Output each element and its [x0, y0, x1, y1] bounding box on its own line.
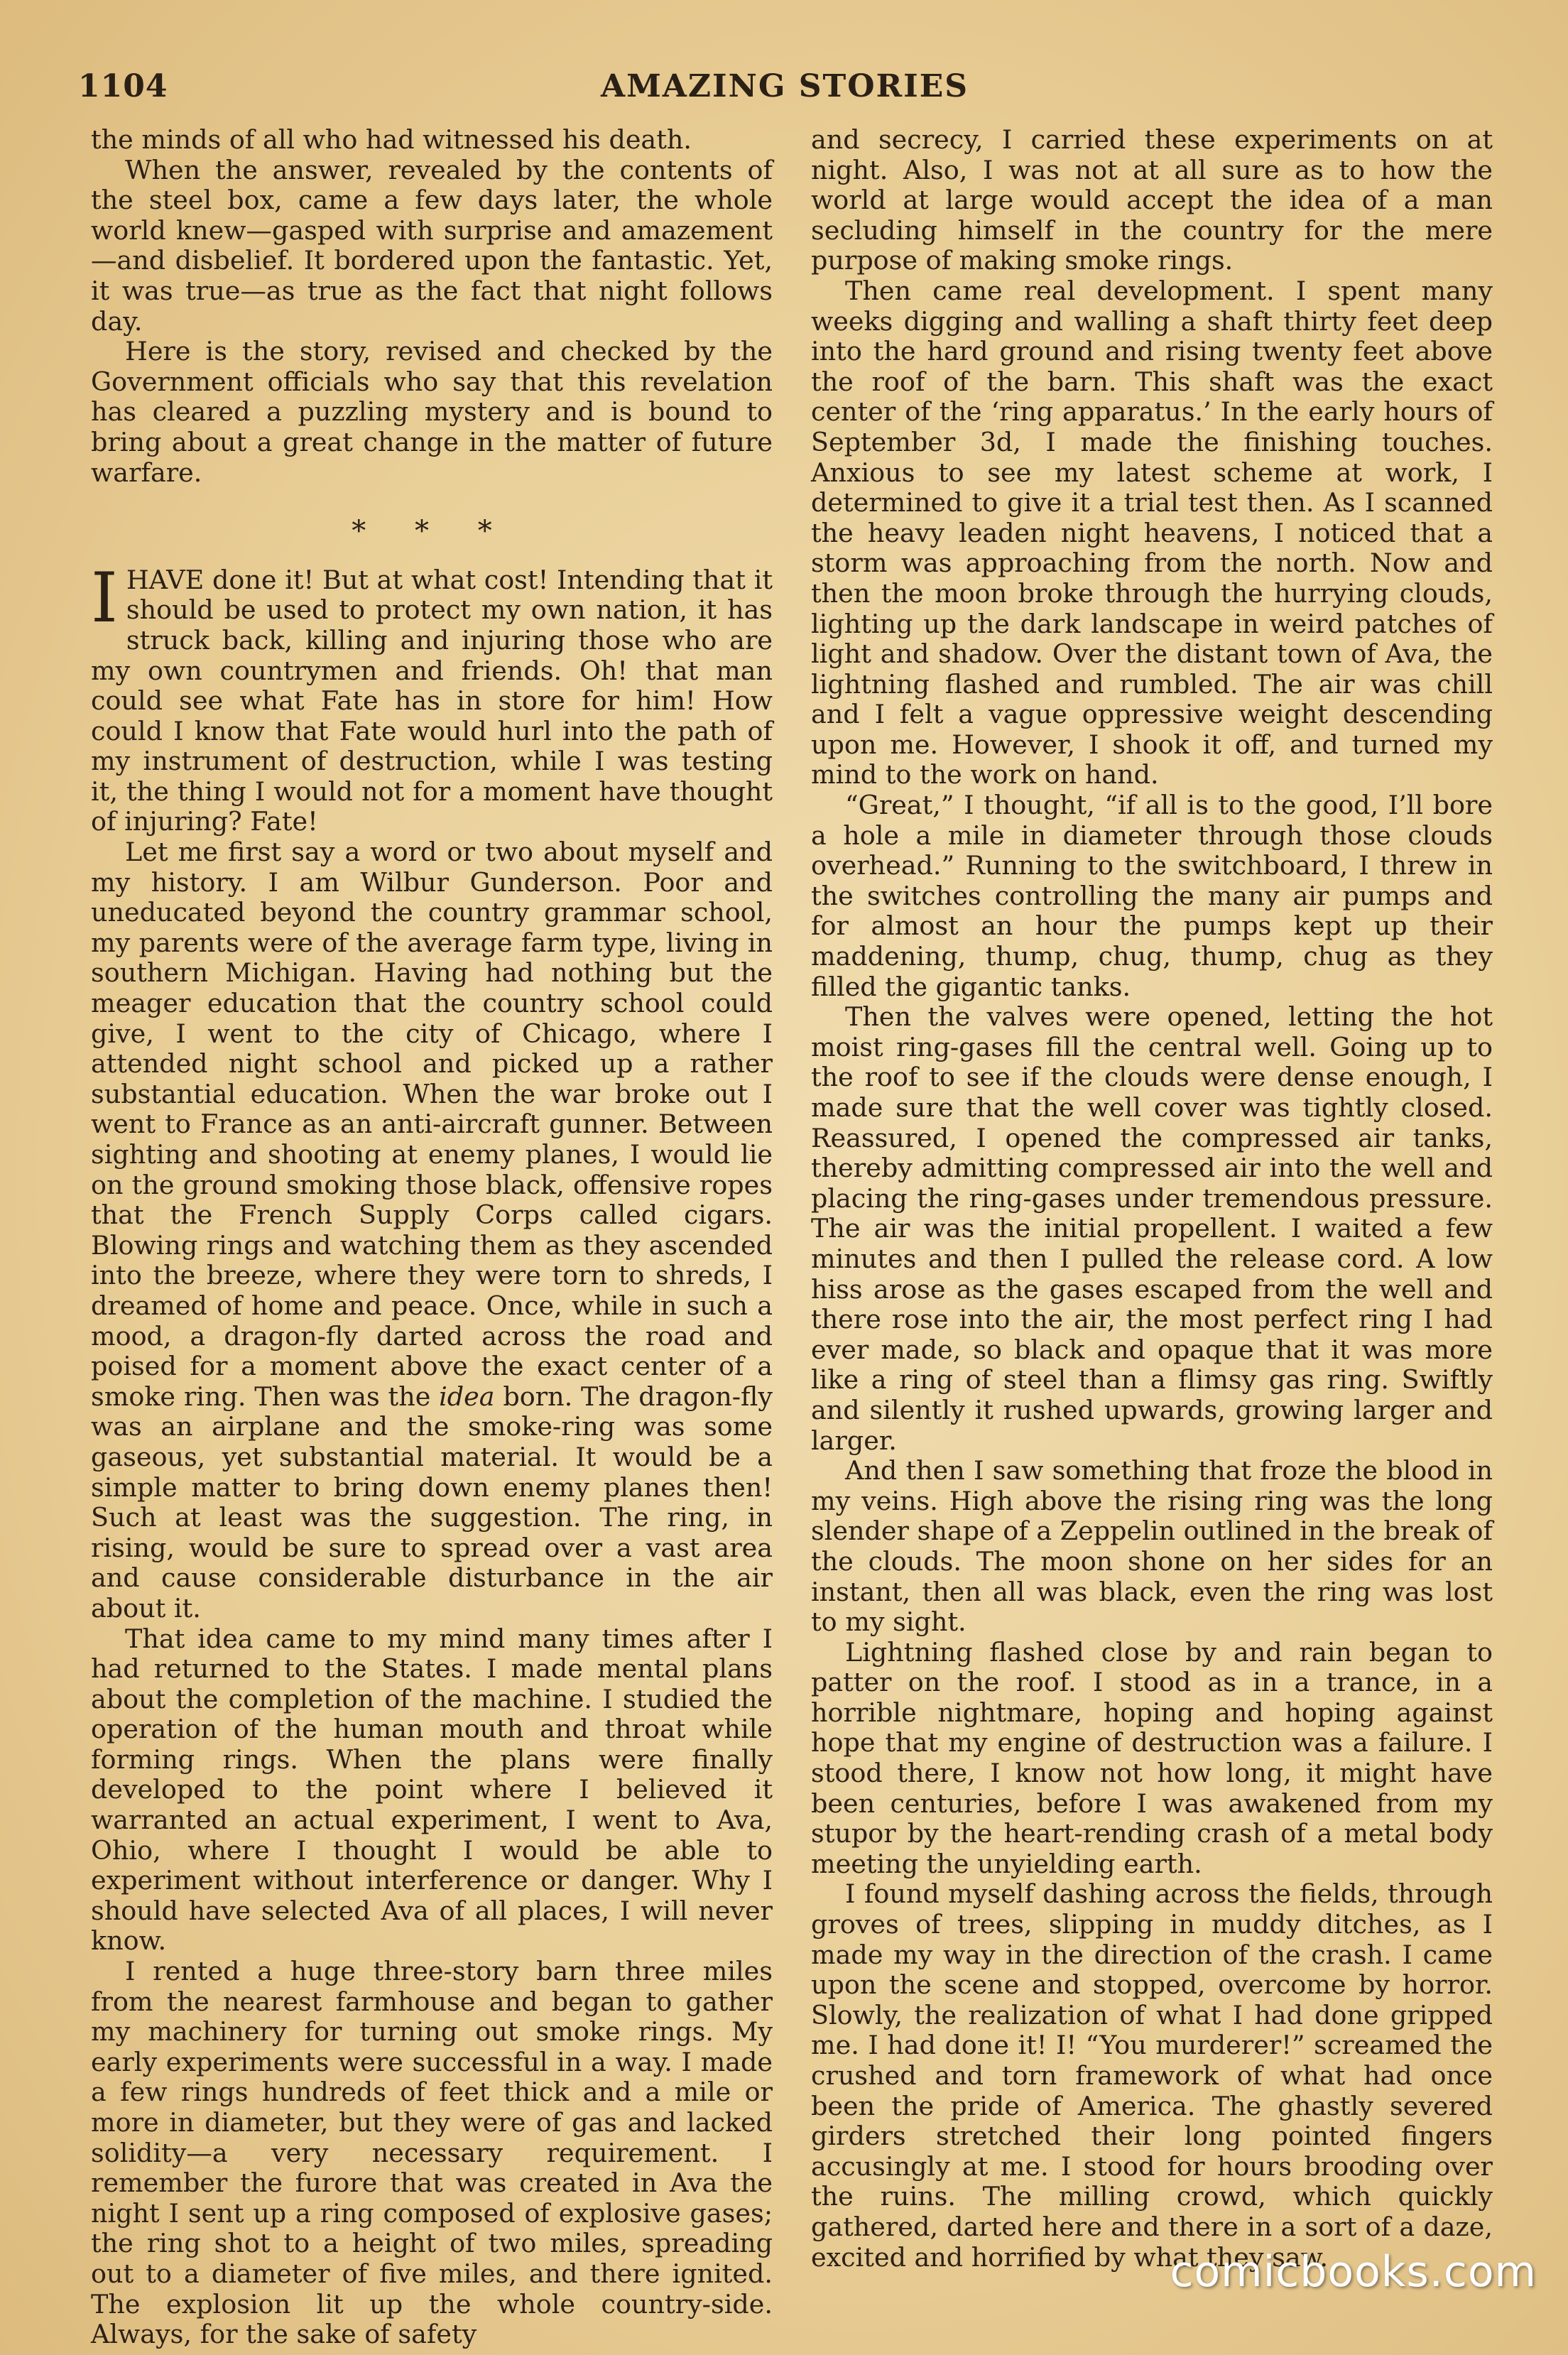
paragraph-opening	[91, 558, 773, 837]
paragraph: I found myself dashing across the fields, through groves of trees, slipping in muddy ditches, as I made my way in the direction of the crash. I came upon the scene and stopped, overcome by horror. Slowly, the realization of what I had done gripped me. I had done it! I! “You murderer!” screamed the crushed and torn framework of what had once been the pride of America. The ghastly severed girders stretched their long pointed fingers accusingly at me. I stood for hours brooding over the ruins. The milling crowd, which quickly gathered, darted here and there in a sort of a daze, excited and horrified by what they saw.	[811, 1878, 1493, 2273]
paragraph: Then the valves were opened, letting the hot moist ring-gases fill the central well. Going up to the roof to see if the clouds were dense enough, I made sure that the well cover was tightly closed. Reassured, I opened the compressed air tanks, thereby admitting compressed air into the well and placing the ring-gases under tremendous pressure. The air was the initial propellent. I waited a few minutes and then I pulled the release cord. A low hiss arose as the gases escaped from the well and there rose into the air, the most perfect ring I had ever made, so black and opaque that it was more like a ring of steel than a flimsy gas ring. Swiftly and silently it rushed upwards, growing larger and larger.	[811, 1001, 1493, 1456]
paragraph: That idea came to my mind many times after I had returned to the States. I made mental plans about the completion of the machine. I studied the operation of the human mouth and throat while forming rings. When the plans were finally developed to the point where I believed it warranted an actual experiment, I went to Ava, Ohio, where I thought I would be able to experiment without interference or danger. Why I should have selected Ava of all places, I will never know.	[91, 1623, 773, 1957]
running-title: AMAZING STORIES	[600, 68, 969, 104]
italic-word: idea	[439, 1381, 495, 1412]
paragraph: And then I saw something that froze the blood in my veins. High above the rising ring was the long slender shape of a Zeppelin outlined in the break of the clouds. The moon shone on her sides for an instant, then all was black, even the ring was lost to my sight.	[811, 1455, 1493, 1638]
left-column	[91, 125, 773, 2350]
page-number: 1104	[78, 68, 168, 104]
paragraph: When the answer, revealed by the contents of the steel box, came a few days later, the whole world knew—gasped with surprise and amazement—and disbelief. It bordered upon the fantastic. Yet, it was true—as true as the fact that night follows day.	[91, 154, 773, 337]
paragraph-text: Let me first say a word or two about myself and my history. I am Wilbur Gunderson. Poor and uneducated beyond the country grammar school, my parents were of the average farm type, living in southern Michigan. Having had nothing but the meager education that the country school could give, I went to the city of Chicago, where I attended night school and picked up a rather substantial education. When the war broke out I went to France as an anti-aircraft gunner. Between sighting and shooting at enemy planes, I would lie on the ground smoking those black, offensive ropes that the French Supply Corps called cigars. Blowing rings and watching them as they ascended into the breeze, where they were torn to shreds, I dreamed of home and peace. Once, while in such a mood, a dragon-fly darted across the road and poised for a moment above the exact center of a smoke ring. Then was the	[91, 837, 773, 1412]
paragraph: the minds of all who had witnessed his death.	[91, 124, 692, 155]
paragraph: Then came real development. I spent many weeks digging and walling a shaft thirty feet deep into the hard ground and rising twenty feet above the roof of the barn. This shaft was the exact center of the ‘ring apparatus.’ In the early hours of September 3d, I made the finishing touches. Anxious to see my latest scheme at work, I determined to give it a trial test then. As I scanned the heavy leaden night heavens, I noticed that a storm was approaching from the north. Now and then the moon broke through the hurrying clouds, lighting up the dark landscape in weird patches of light and shadow. Over the distant town of Ava, the lightning flashed and rumbled. The air was chill and I felt a vague oppressive weight descending upon me. However, I shook it off, and turned my mind to the work on hand.	[811, 275, 1493, 790]
paragraph: Lightning flashed close by and rain began to patter on the roof. I stood as in a trance, in a horrible nightmare, hoping and hoping against hope that my engine of destruction was a failure. I stood there, I know not how long, it might have been centuries, before I was awakened from my stupor by the heart-rending crash of a metal body meeting the unyielding earth.	[811, 1636, 1493, 1879]
paragraph-text: HAVE done it! But at what cost! Intending that it should be used to protect my own nation, it has struck back, killing and injuring those who are my own countrymen and friends. Oh! that man could see what Fate has in store for him! How could I know that Fate would hurl into the path of my instrument of destruction, while I was testing it, the thing I would not for a moment have thought of injuring? Fate!	[91, 564, 773, 837]
paragraph: I rented a huge three-story barn three miles from the nearest farmhouse and began to gather my machinery for turning out smoke rings. My early experiments were successful in a way. I made a few rings hundreds of feet thick and a mile or more in diameter, but they were of gas and lacked solidity—a very necessary requirement. I remember the furore that was created in Ava the night I sent up a ring composed of explosive gases; the ring shot to a height of two miles, spreading out to a diameter of five miles, and there ignited. The explosion lit up the whole country-side. Always, for the sake of safety	[91, 1956, 773, 2350]
paragraph: and secrecy, I carried these experiments on at night. Also, I was not at all sure as to how the world at large would accept the idea of a man secluding himself in the country for the mere purpose of making smoke rings.	[811, 124, 1493, 276]
page-header	[78, 68, 1491, 118]
watermark: comicbooks.com	[1170, 2247, 1537, 2297]
right-column	[811, 125, 1493, 2273]
paragraph: Here is the story, revised and checked by the Government officials who say that this revelation has cleared a puzzling mystery and is bound to bring about a great change in the matter of future warfare.	[91, 336, 773, 488]
paragraph: “Great,” I thought, “if all is to the good, I’ll bore a hole a mile in diameter through those clouds overhead.” Running to the switchboard, I threw in the switches controlling the many air pumps and for almost an hour the pumps kept up their maddening, thump, chug, thump, chug as they filled the gigantic tanks.	[811, 790, 1493, 1002]
section-separator: * * *	[352, 515, 512, 548]
paragraph-text: born. The dragon-fly was an airplane and the smoke-ring was some gaseous, yet substantial material. It would be a simple matter to bring down enemy planes then! Such at least was the suggestion. The ring, in rising, would be sure to spread over a vast area and cause considerable disturbance in the air about it.	[91, 1381, 773, 1624]
drop-cap: I	[91, 558, 118, 638]
paragraph	[91, 837, 773, 1624]
